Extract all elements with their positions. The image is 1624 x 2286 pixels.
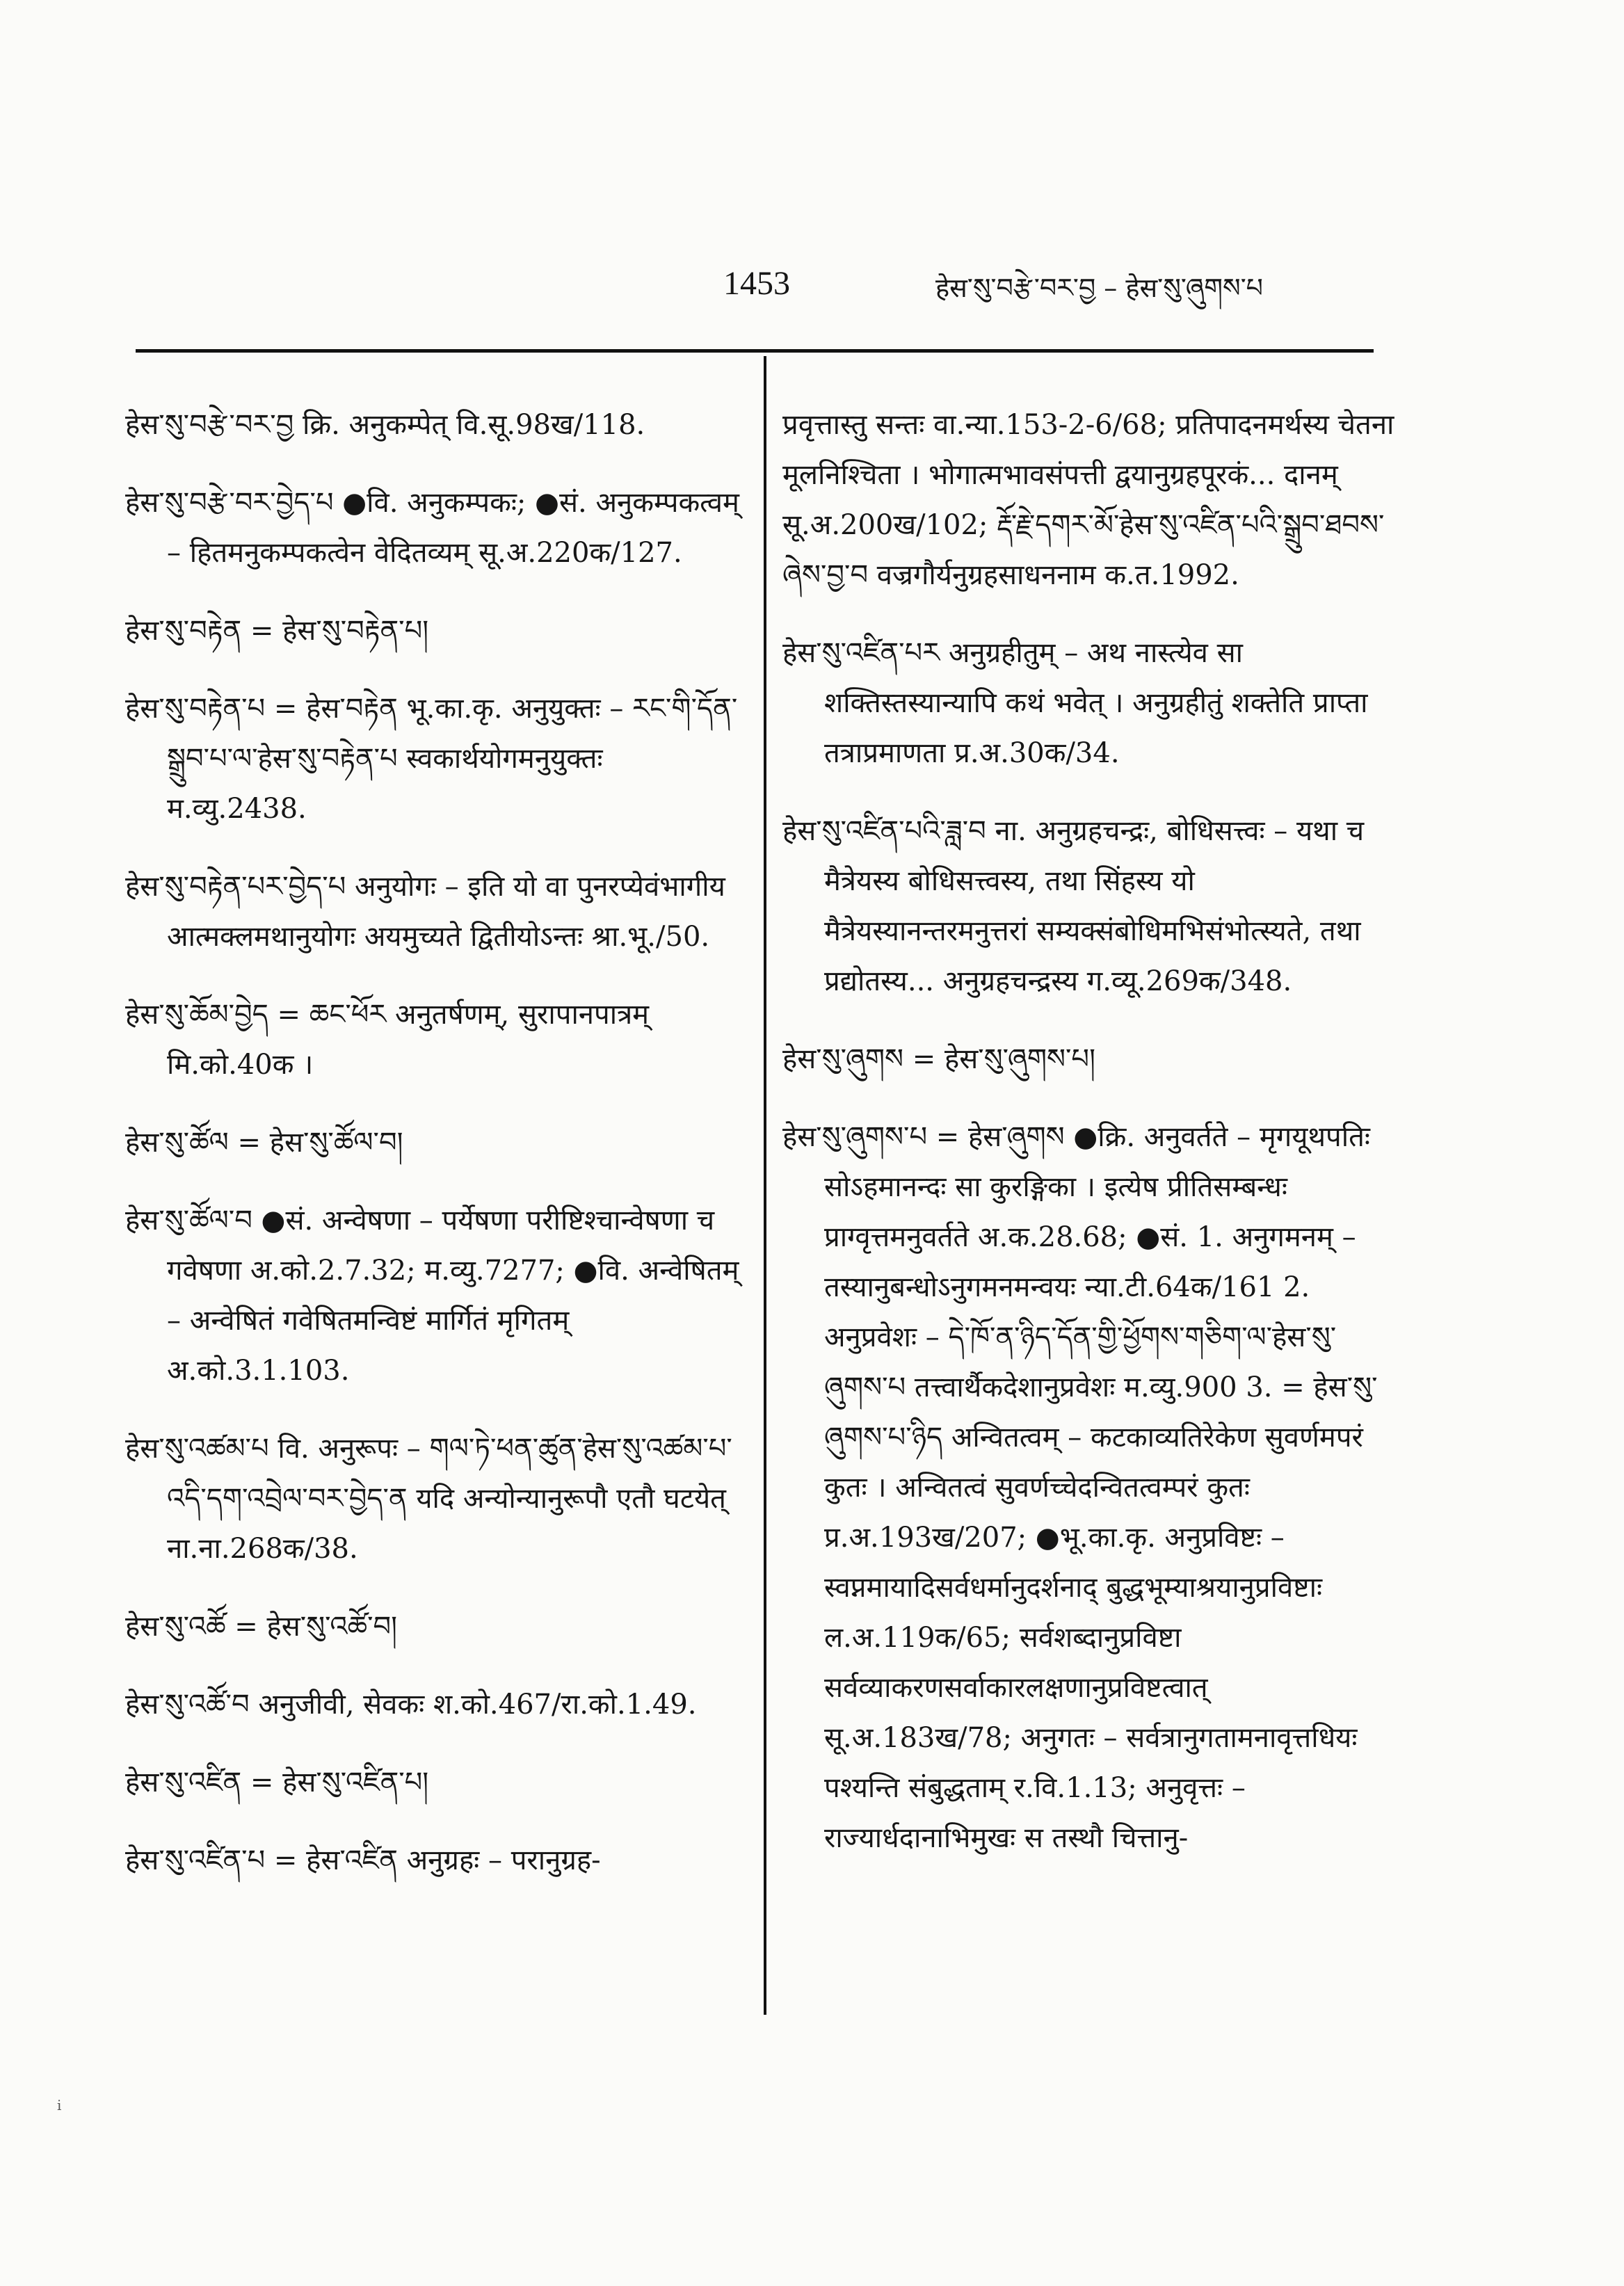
left-column [125, 372, 744, 1901]
right-column [782, 372, 1394, 1878]
dictionary-entry: हेस་སུ་བརྟེན་པ = हेस་བརྟེན भू.का.कृ. अनुयुक्तः – རང་གི་དོན་སྒྲུབ་པ་ལ་हेस་སུ་བརྟེན་པ स्वकार्थयोगमनुयुक्तः म.व्यु.2438. [125, 693, 738, 825]
dictionary-entry: हेस་སུ་བརྩེ་བར་བྱེད་པ ●वि. अनुकम्पकः; ●सं. अनुकम्पकत्वम् – हितमनुकम्पकत्वेन वेदितव्यम् सू.अ.220क/127. [125, 487, 739, 569]
dictionary-entry: हेस་སུ་འཚོ = हेस་སུ་འཚོ་བ། [125, 1611, 397, 1643]
header-rule [136, 349, 1374, 353]
dictionary-entry: हेस་སུ་འཛིན་པ = हेस་འཛིན अनुग्रहः – परानुग्रह- [125, 1844, 601, 1876]
page-number: 1453 [723, 265, 790, 302]
dictionary-entry: हेस་སུ་ཞུགས་པ = हेस་ཞུགས ●क्रि. अनुवर्तते – मृगयूथपतिः सोऽहमानन्दः सा कुरङ्गिका । इत्येष प्रीतिसम्बन्धः प्राग्वृत्तमनुवर्तते अ.क.28.68; ●सं. 1. अनुगमनम् – तस्यानुबन्धोऽनुगमनमन्वयः न्या.टी.64क/161 2. अनुप्रवेशः – དེ་ཁོ་ན་ཉིད་དོན་གྱི་ཕྱོགས་གཅིག་ལ་हेस་སུ་ཞུགས་པ तत्त्वार्थैकदेशानुप्रवेशः म.व्यु.900 3. = हेस་སུ་ཞུགས་པ་ཉིད अन्वितत्वम् – कटकाव्यतिरेकेण सुवर्णमपरं कुतः । अन्वितत्वं सुवर्णच्चेदन्वितत्वम्परं कुतः प्र.अ.193ख/207; ●भू.का.कृ. अनुप्रविष्टः – स्वप्नमायादिसर्वधर्मानुदर्शनाद् बुद्धभूम्याश्रयानुप्रविष्टाः ल.अ.119क/65; सर्वशब्दानुप्रविष्टा सर्वव्याकरणसर्वाकारलक्षणानुप्रविष्टत्वात् सू.अ.183ख/78; अनुगतः – सर्वत्रानुगतामनावृत्तधियः पश्यन्ति संबुद्धताम् र.वि.1.13; अनुवृत्तः – राज्यार्धदानाभिमुखः स तस्थौ चित्तानु- [782, 1121, 1378, 1854]
dictionary-entry: हेस་སུ་བརྩེ་བར་བྱ क्रि. अनुकम्पेत् वि.सू.98ख/118. [125, 409, 645, 441]
dictionary-entry: हेस་སུ་འཛིན་པའི་ཟླ་བ ना. अनुग्रहचन्द्रः, बोधिसत्त्वः – यथा च मैत्रेयस्य बोधिसत्त्वस्य, तथा सिंहस्य यो मैत्रेयस्यानन्तरमनुत्तरां सम्यक्संबोधिमभिसंभोत्स्यते, तथा प्रद्योतस्य... अनुग्रहचन्द्रस्य ग.व्यू.269क/348. [782, 815, 1365, 997]
dictionary-entry: हेस་སུ་ཞུགས = हेस་སུ་ཞུགས་པ། [782, 1043, 1095, 1075]
scan-mark: i [57, 2097, 62, 2114]
dictionary-entry: हेस་སུ་འཚོ་བ अनुजीवी, सेवकः श.को.467/रा.को.1.49. [125, 1689, 697, 1721]
dictionary-entry: हेस་སུ་ཆོམ་བྱེད = ཆང་ཕོར अनुतर्षणम्, सुरापानपात्रम् मि.को.40क । [125, 999, 650, 1081]
running-head: हेस་སུ་བརྩེ་བར་བྱ – हेस་སུ་ཞུགས་པ [935, 273, 1264, 303]
dictionary-entry: हेस་སུ་འཛིན = हेस་སུ་འཛིན་པ། [125, 1766, 429, 1798]
column-divider [764, 356, 766, 2015]
dictionary-entry: हेस་སུ་བརྟེན་པར་བྱེད་པ अनुयोगः – इति यो वा पुनरप्येवंभागीय आत्मक्लमथानुयोगः अयमुच्यते द्वितीयोऽन्तः श्रा.भू./50. [125, 871, 725, 953]
dictionary-entry: हेस་སུ་ཚོལ་བ ●सं. अन्वेषणा – पर्येषणा परीष्टिश्चान्वेषणा च गवेषणा अ.को.2.7.32; म.व्यु.7277; ●वि. अन्वेषितम् – अन्वेषितं गवेषितमन्विष्टं मार्गितं मृगितम् अ.को.3.1.103. [125, 1205, 739, 1387]
dictionary-entry: हेस་སུ་བརྟེན = हेस་སུ་བརྟེན་པ། [125, 615, 429, 647]
dictionary-entry: हेस་སུ་ཚོལ = हेस་སུ་ཚོལ་བ། [125, 1127, 403, 1159]
dictionary-entry: हेस་སུ་འཚམ་པ वि. अनुरूपः – གལ་ཏེ་ཕན་ཚུན་हेस་སུ་འཚམ་པ་འདི་དག་འབྲེལ་བར་བྱེད་ན यदि अन्योन्यानुरूपौ एतौ घटयेत् ना.ना.268क/38. [125, 1433, 732, 1565]
entry-continuation: प्रवृत्तास्तु सन्तः वा.न्या.153-2-6/68; प्रतिपादनमर्थस्य चेतना मूलनिश्चिता । भोगात्मभावसंपत्ती द्वयानुग्रहपूरकं... दानम् सू.अ.200ख/102; རྡོ་རྗེ་དགར་མོ་हेस་སུ་འཛིན་པའི་སྒྲུབ་ཐབས་ཞེས་བྱ་བ वज्रगौर्यनुग्रहसाधननाम क.त.1992. [782, 409, 1394, 591]
dictionary-entry: हेस་སུ་འཛིན་པར अनुग्रहीतुम् – अथ नास्त्येव सा शक्तिस्तस्यान्यापि कथं भवेत् । अनुग्रहीतुं शक्तेति प्राप्ता तत्राप्रमाणता प्र.अ.30क/34. [782, 637, 1368, 769]
